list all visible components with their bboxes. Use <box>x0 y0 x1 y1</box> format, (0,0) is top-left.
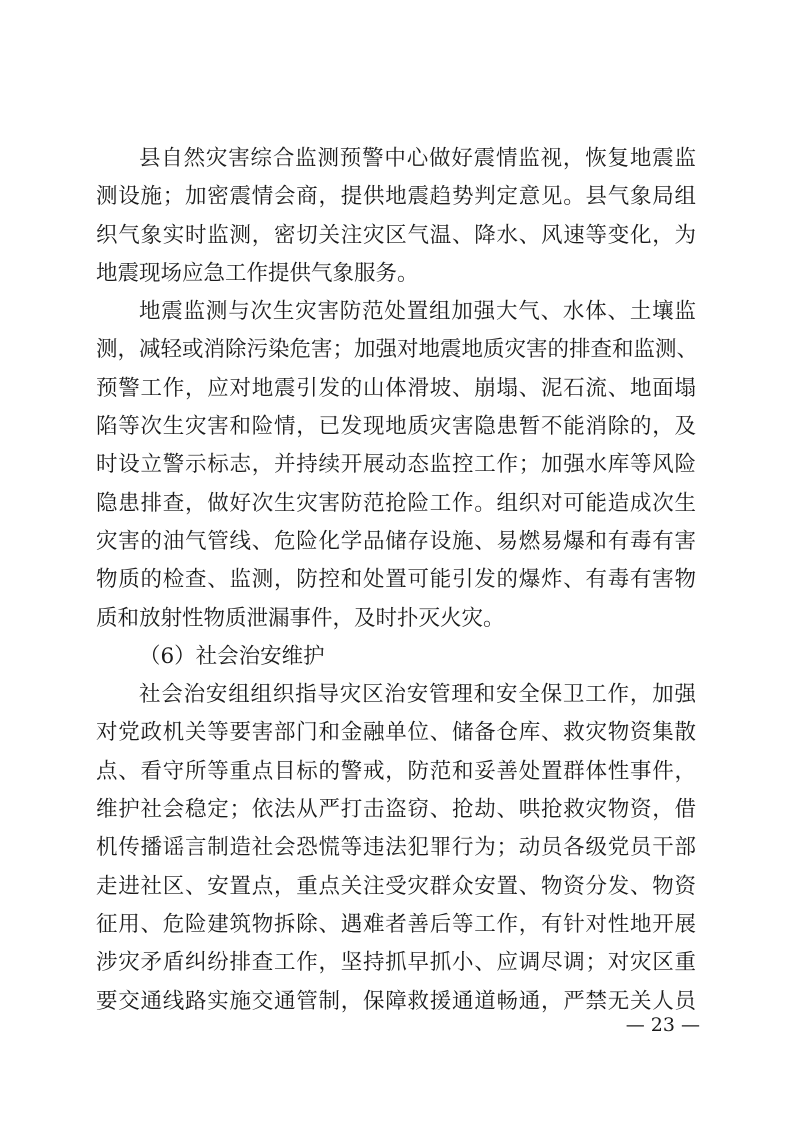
paragraph-line: 灾害的油气管线、危险化学品储存设施、易燃易爆和有毒有害 <box>96 528 696 554</box>
paragraph-line: 机传播谣言制造社会恐慌等违法犯罪行为；动员各级党员干部 <box>96 835 696 861</box>
paragraph-line: 预警工作，应对地震引发的山体滑坡、崩塌、泥石流、地面塌 <box>96 375 696 401</box>
paragraph-line: 物质的检查、监测，防控和处置可能引发的爆炸、有毒有害物 <box>96 567 696 593</box>
paragraph-line: 涉灾矛盾纠纷排查工作，坚持抓早抓小、应调尽调；对灾区重 <box>96 950 696 976</box>
paragraph-line: 征用、危险建筑物拆除、遇难者善后等工作，有针对性地开展 <box>96 911 696 937</box>
paragraph-line: 走进社区、安置点，重点关注受灾群众安置、物资分发、物资 <box>96 873 696 899</box>
paragraph-line: 质和放射性物质泄漏事件，及时扑灭火灾。 <box>96 605 505 631</box>
paragraph-line: 对党政机关等要害部门和金融单位、储备仓库、救灾物资集散 <box>96 720 696 746</box>
paragraph-line: 测，减轻或消除污染危害；加强对地震地质灾害的排查和监测、 <box>96 337 699 363</box>
page-number: — 23 — <box>625 1014 700 1036</box>
paragraph-line: 陷等次生灾害和险情，已发现地质灾害隐患暂不能消除的，及 <box>96 414 696 440</box>
paragraph-line: 地震现场应急工作提供气象服务。 <box>96 260 419 286</box>
paragraph-line: 织气象实时监测，密切关注灾区气温、降水、风速等变化，为 <box>96 222 696 248</box>
paragraph-line: 维护社会稳定；依法从严打击盗窃、抢劫、哄抢救灾物资，借 <box>96 797 696 823</box>
paragraph-line: 点、看守所等重点目标的警戒，防范和妥善处置群体性事件， <box>96 758 696 784</box>
paragraph-line: 测设施；加密震情会商，提供地震趋势判定意见。县气象局组 <box>96 184 696 210</box>
paragraph-line: 要交通线路实施交通管制，保障救援通道畅通，严禁无关人员 <box>96 988 696 1014</box>
paragraph-line: 隐患排查，做好次生灾害防范抢险工作。组织对可能造成次生 <box>96 490 696 516</box>
paragraph-line: 县自然灾害综合监测预警中心做好震情监视，恢复地震监 <box>139 146 696 171</box>
paragraph-line: 社会治安组组织指导灾区治安管理和安全保卫工作，加强 <box>139 682 696 708</box>
paragraph-line: 地震监测与次生灾害防范处置组加强大气、水体、土壤监 <box>139 299 696 325</box>
body-text <box>96 140 699 1021</box>
paragraph-line: 时设立警示标志，并持续开展动态监控工作；加强水库等风险 <box>96 452 696 478</box>
section-heading: （6）社会治安维护 <box>139 643 325 669</box>
